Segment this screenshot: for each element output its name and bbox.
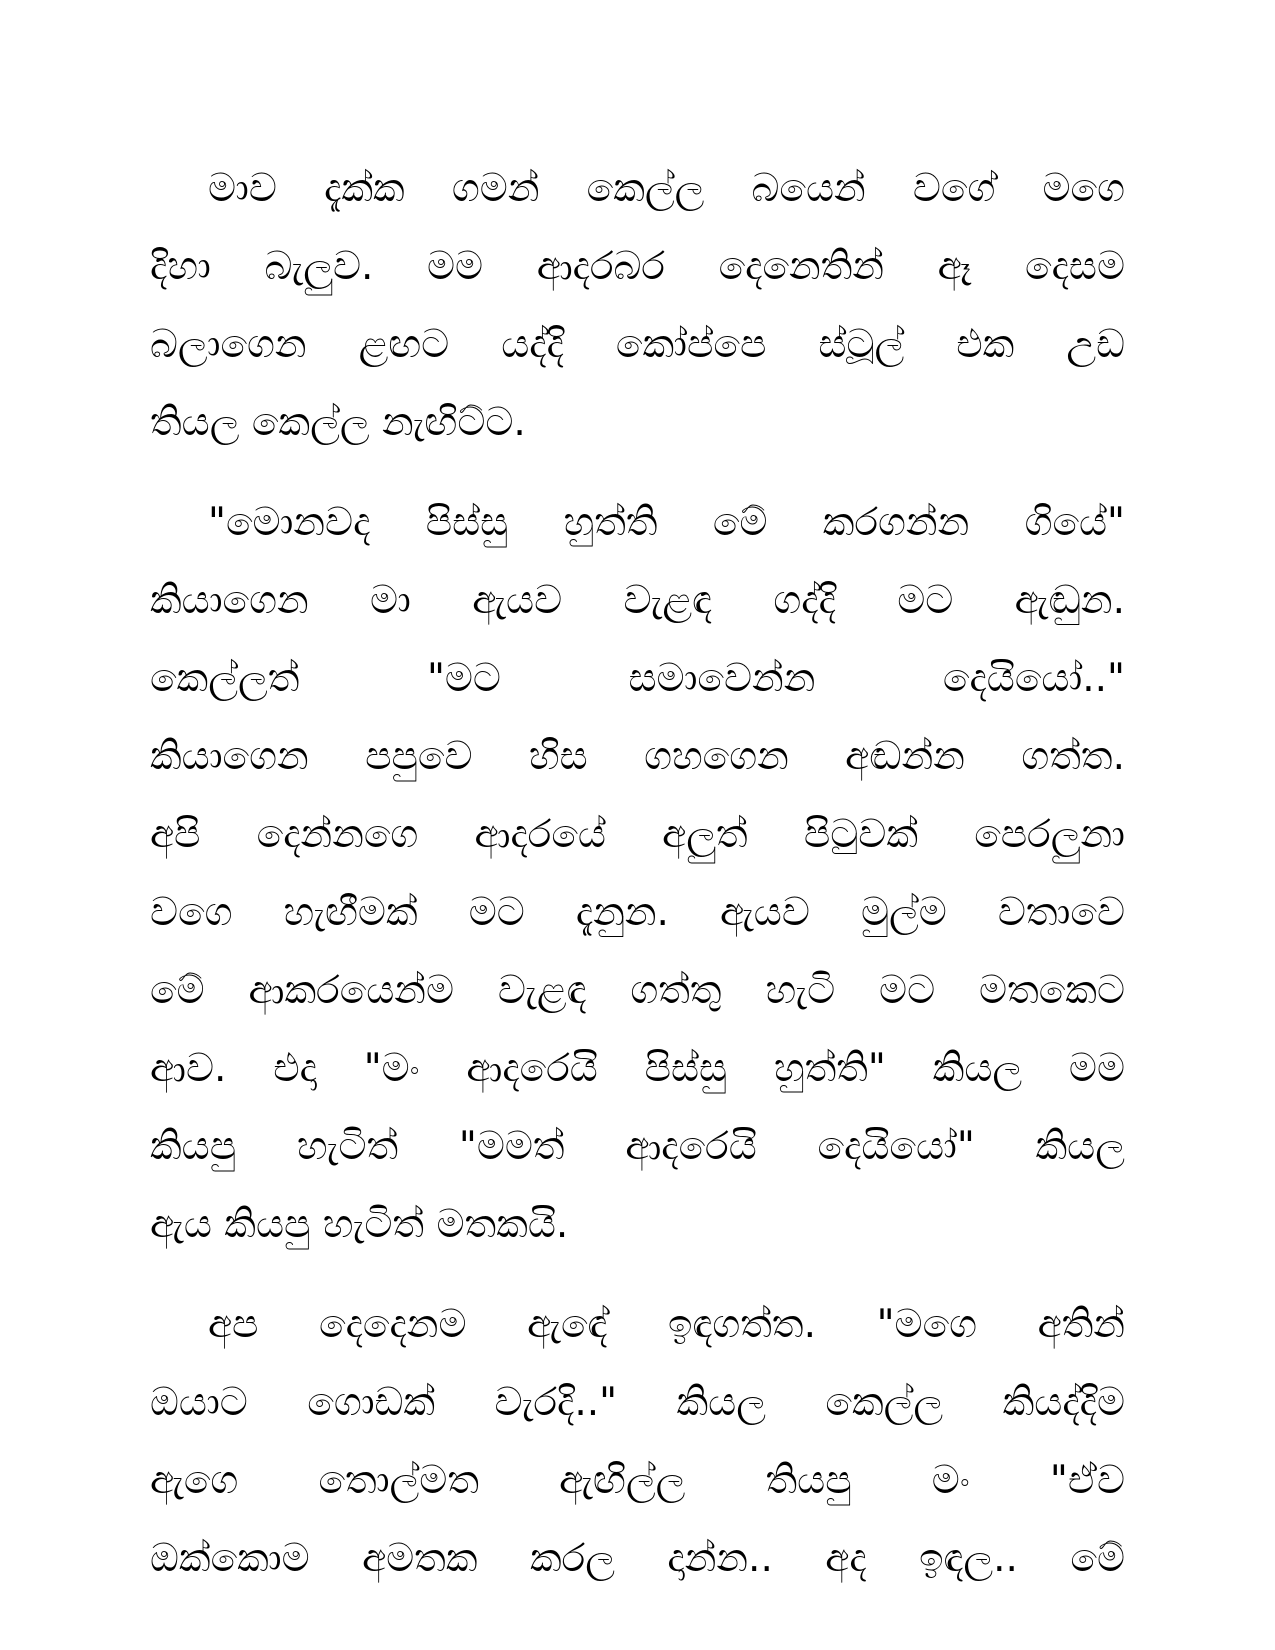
text-line: කියාගෙන මා ඇයව වැළඳ ගද්දි මට ඇඬුන. <box>150 578 1125 623</box>
text-line: ඇගෙ තොල්මත ඇඟිල්ල තියපු මං "ඒව <box>150 1458 1125 1503</box>
paragraph-3 <box>150 1286 1125 1598</box>
text-line: කියපු හැටිත් "මමත් ආදරෙයි දෙයියෝ" කියල <box>150 1124 1125 1169</box>
text-line: ආව. එදා "මං ආදරෙයි පිස්සු හුත්ති" කියල මම <box>150 1046 1125 1091</box>
text-line: ඔක්කොම අමතක කරල දාන්න.. අද ඉඳල.. මේ <box>150 1536 1125 1581</box>
text-line: දිහා බැලුව. මම ආදරබර දෙනෙතින් ඈ දෙසම <box>150 244 1125 289</box>
text-line: කියාගෙන පපුවෙ හිස ගහගෙන අඬන්න ගත්ත. <box>150 734 1125 779</box>
text-line: මාව දැක්ක ගමන් කෙල්ල බයෙන් වගේ මගෙ <box>208 166 1125 211</box>
text-line: "මොනවද පිස්සු හුත්ති මේ කරගන්න ගියේ" <box>208 500 1125 545</box>
text-line: වගෙ හැඟීමක් මට දැනුන. ඇයව මුල්ම වතාවෙ <box>150 890 1125 935</box>
paragraph-1 <box>150 150 1125 462</box>
body-text <box>150 150 1125 1620</box>
text-line: තියල කෙල්ල නැඟිට්ට. <box>150 400 526 445</box>
text-line: මේ ආකරයෙන්ම වැළඳ ගත්තු හැටි මට මතකෙට <box>150 968 1125 1013</box>
text-line: ඔයාට ගොඩක් වැරදි.." කියල කෙල්ල කියද්දිම <box>150 1380 1125 1425</box>
text-line: ඇය කියපු හැටිත් මතකයි. <box>150 1202 569 1247</box>
text-line: කෙල්ලත් "මට සමාවෙන්න දෙයියෝ.." <box>150 656 1125 701</box>
text-line: බලාගෙන ළඟට යද්දි කෝප්පෙ ස්ටූල් එක උඩ <box>150 322 1125 367</box>
text-line: අපි දෙන්නගෙ ආදරයේ අලුත් පිටුවක් පෙරලුනා <box>150 812 1125 857</box>
paragraph-2 <box>150 484 1125 1264</box>
text-line: අප දෙදෙනම ඇඳේ ඉඳගත්ත. "මගෙ අතින් <box>208 1302 1125 1347</box>
